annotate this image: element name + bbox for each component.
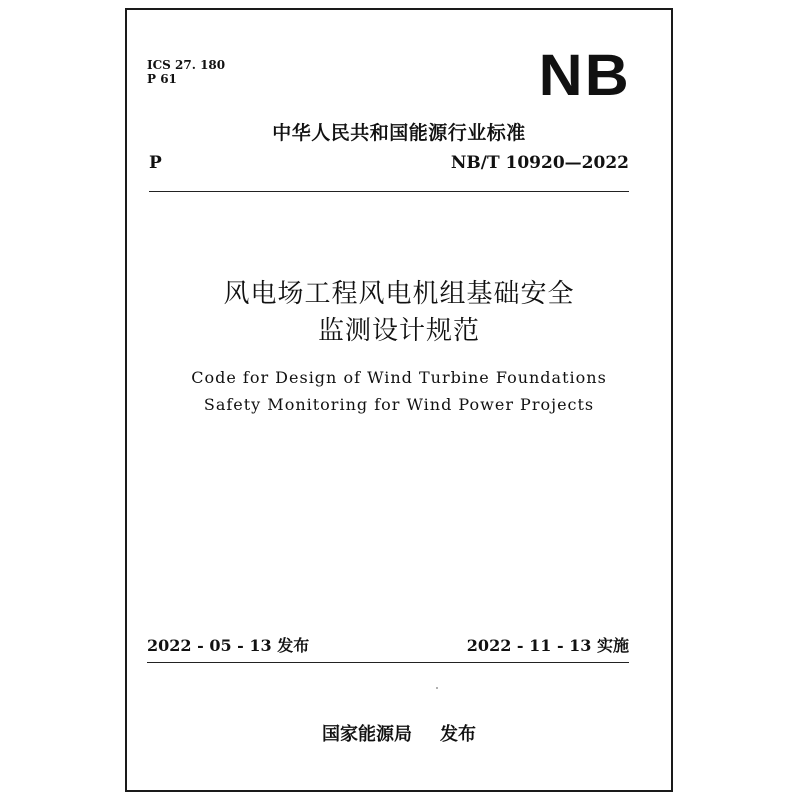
industry-standard-heading: 中华人民共和国能源行业标准 [272,122,526,144]
publisher-name: 国家能源局 [322,724,412,745]
title-en-line1: Code for Design of Wind Turbine Foundations [191,368,607,387]
ics-number: ICS 27. 180 [147,58,226,72]
publisher-action: 发布 [440,724,476,745]
nb-logo: NB [538,43,631,108]
speck-mark [436,687,438,689]
title-en-line2: Safety Monitoring for Wind Power Projects [203,395,595,414]
ics-code [147,58,225,86]
standard-cover [125,8,673,792]
implementation-date: 2022 - 11 - 13 实施 [466,636,629,655]
issue-date: 2022 - 05 - 13 发布 [147,636,310,655]
classification-code: P [149,153,162,173]
title-cn-line2: 监测设计规范 [317,316,480,346]
title-cn-line1: 风电场工程风电机组基础安全 [223,279,575,309]
standard-number: NB/T 10920—2022 [450,153,629,173]
top-divider [149,191,629,192]
bottom-divider [147,662,629,663]
publisher-line [127,720,671,746]
ccs-number: P 61 [147,72,177,86]
